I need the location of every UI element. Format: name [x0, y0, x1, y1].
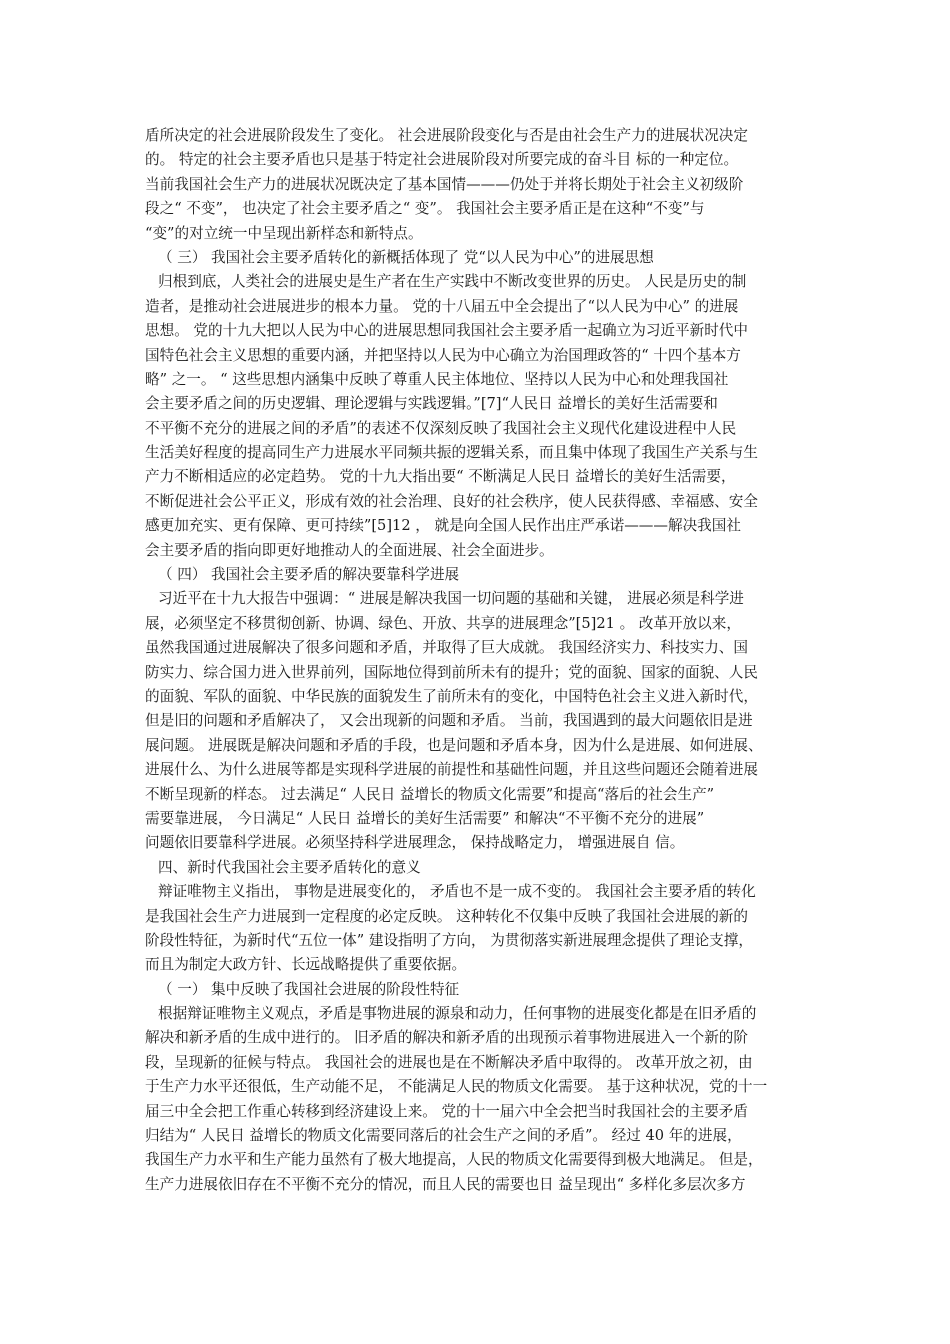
text-line: 四、新时代我国社会主要矛盾转化的意义: [158, 858, 421, 876]
text-line: 展，必须坚定不移贯彻创新、协调、绿色、开放、共享的进展理念”[5]21 。 改革开放以来，: [145, 614, 741, 632]
text-line: 是我国社会生产力进展到一定程度的必定反映。 这种转化不仅集中反映了我国社会进展的新的: [145, 907, 748, 925]
text-line: 造者，是推动社会进展进步的根本力量。 党的十八届五中全会提出了“以人民为中心” 的进展: [145, 297, 739, 315]
text-line: 的面貌、军队的面貌、中华民族的面貌发生了前所未有的变化，中国特色社会主义进入新时代，: [145, 687, 758, 705]
text-line: 届三中全会把工作重心转移到经济建设上来。 党的十一届六中全会把当时我国社会的主要矛盾: [145, 1102, 748, 1120]
text-line: 而且为制定大政方针、长远战略提供了重要依据。: [145, 956, 467, 974]
text-line: 产力不断相适应的必定趋势。 党的十九大指出要“ 不断满足人民日 益增长的美好生活需要，: [145, 468, 736, 486]
text-line: 习近平在十九大报告中强调：“ 进展是解决我国一切问题的基础和关键， 进展必须是科学进: [158, 590, 744, 608]
text-line: 国特色社会主义思想的重要内涵，并把坚持以人民为中心确立为治国理政答的“ 十四个基本方: [145, 346, 741, 364]
document-body: [145, 124, 813, 1197]
text-line: 段，呈现新的征候与特点。 我国社会的进展也是在不断解决矛盾中取得的。 改革开放之初，由: [145, 1053, 753, 1071]
text-line: “变”的对立统一中呈现出新样态和新特点。: [145, 224, 423, 242]
text-line: 需要靠进展， 今日满足“ 人民日 益增长的美好生活需要” 和解决“不平衡不充分的进展”: [145, 809, 705, 827]
text-line: 当前我国社会生产力的进展状况既决定了基本国情———仍处于并将长期处于社会主义初级阶: [145, 175, 744, 193]
text-line: 防实力、综合国力进入世界前列，国际地位得到前所未有的提升；党的面貌、国家的面貌、人民: [145, 663, 758, 681]
text-line: 但是旧的问题和矛盾解决了， 又会出现新的问题和矛盾。 当前，我国遇到的最大问题依旧是进: [145, 712, 753, 730]
text-line: 会主要矛盾的指向即更好地推动人的全面进展、社会全面进步。: [145, 541, 554, 559]
text-line: （ 四） 我国社会主要矛盾的解决要靠科学进展: [158, 566, 460, 584]
text-line: 生产力进展依旧存在不平衡不充分的情况，而且人民的需要也日 益呈现出“ 多样化多层次多方: [145, 1175, 746, 1193]
text-line: 盾所决定的社会进展阶段发生了变化。 社会进展阶段变化与否是由社会生产力的进展状况决定: [145, 127, 748, 144]
text-line: 感更加充实、更有保障、更可持续”[5]12 ， 就是向全国人民作出庄严承诺———解决我国社: [145, 517, 741, 535]
text-line: 会主要矛盾之间的历史逻辑、理论逻辑与实践逻辑。”[7]“人民日 益增长的美好生活需要和: [145, 395, 718, 413]
text-line: 虽然我国通过进展解决了很多问题和矛盾，并取得了巨大成就。 我国经济实力、科技实力、国: [145, 639, 748, 657]
text-line: 归结为“ 人民日 益增长的物质文化需要同落后的社会生产之间的矛盾”。 经过 40 年的进展，: [145, 1127, 742, 1145]
text-line: 进展什么、为什么进展等都是实现科学进展的前提性和基础性问题，并且这些问题还会随着进展: [145, 761, 758, 779]
text-line: 阶段性特征，为新时代“五位一体” 建设指明了方向， 为贯彻落实新进展理念提供了理论支撑，: [145, 931, 753, 949]
text-line: 我国生产力水平和生产能力虽然有了极大地提高，人民的物质文化需要得到极大地满足。 但是，: [145, 1151, 763, 1169]
text-line: 辩证唯物主义指出， 事物是进展变化的， 矛盾也不是一成不变的。 我国社会主要矛盾的转化: [158, 883, 756, 901]
text-line: 根据辩证唯物主义观点，矛盾是事物进展的源泉和动力，任何事物的进展变化都是在旧矛盾的: [158, 1005, 757, 1023]
text-line: （ 三） 我国社会主要矛盾转化的新概括体现了 党“以人民为中心”的进展思想: [158, 248, 654, 266]
text-line: 问题依旧要靠科学进展。必须坚持科学进展理念， 保持战略定力， 增强进展自 信。: [145, 834, 685, 852]
text-line: 解决和新矛盾的生成中进行的。 旧矛盾的解决和新矛盾的出现预示着事物进展进入一个新的阶: [145, 1029, 748, 1047]
text-line: 归根到底，人类社会的进展史是生产者在生产实践中不断改变世界的历史。 人民是历史的制: [158, 273, 747, 291]
text-line: 略” 之一。 “ 这些思想内涵集中反映了尊重人民主体地位、坚持以人民为中心和处理我国社: [145, 370, 729, 388]
text-line: 不断促进社会公平正义，形成有效的社会治理、良好的社会秩序，使人民获得感、幸福感、安全: [145, 492, 758, 510]
text-line: （ 一） 集中反映了我国社会进展的阶段性特征: [158, 980, 460, 998]
text-line: 生活美好程度的提高同生产力进展水平同频共振的逻辑关系，而且集中体现了我国生产关系与生: [145, 444, 758, 462]
text-line: 段之“ 不变”， 也决定了社会主要矛盾之“ 变”。 我国社会主要矛盾正是在这种“不变”与: [145, 200, 705, 218]
text-line: 于生产力水平还很低，生产动能不足， 不能满足人民的物质文化需要。 基于这种状况，党的十一: [145, 1078, 768, 1096]
text-line: 展问题。 进展既是解决问题和矛盾的手段，也是问题和矛盾本身，因为什么是进展、如何进展、: [145, 736, 763, 754]
text-line: 不断呈现新的样态。 过去满足“ 人民日 益增长的物质文化需要”和提高“落后的社会生产”: [145, 785, 715, 803]
text-line: 不平衡不充分的进展之间的矛盾”的表述不仅深刻反映了我国社会主义现代化建设进程中人民: [145, 419, 737, 437]
text-line: 思想。 党的十九大把以人民为中心的进展思想同我国社会主要矛盾一起确立为习近平新时代中: [145, 322, 748, 340]
text-line: 的。 特定的社会主要矛盾也只是基于特定社会进展阶段对所要完成的奋斗目 标的一种定位。: [145, 151, 739, 169]
